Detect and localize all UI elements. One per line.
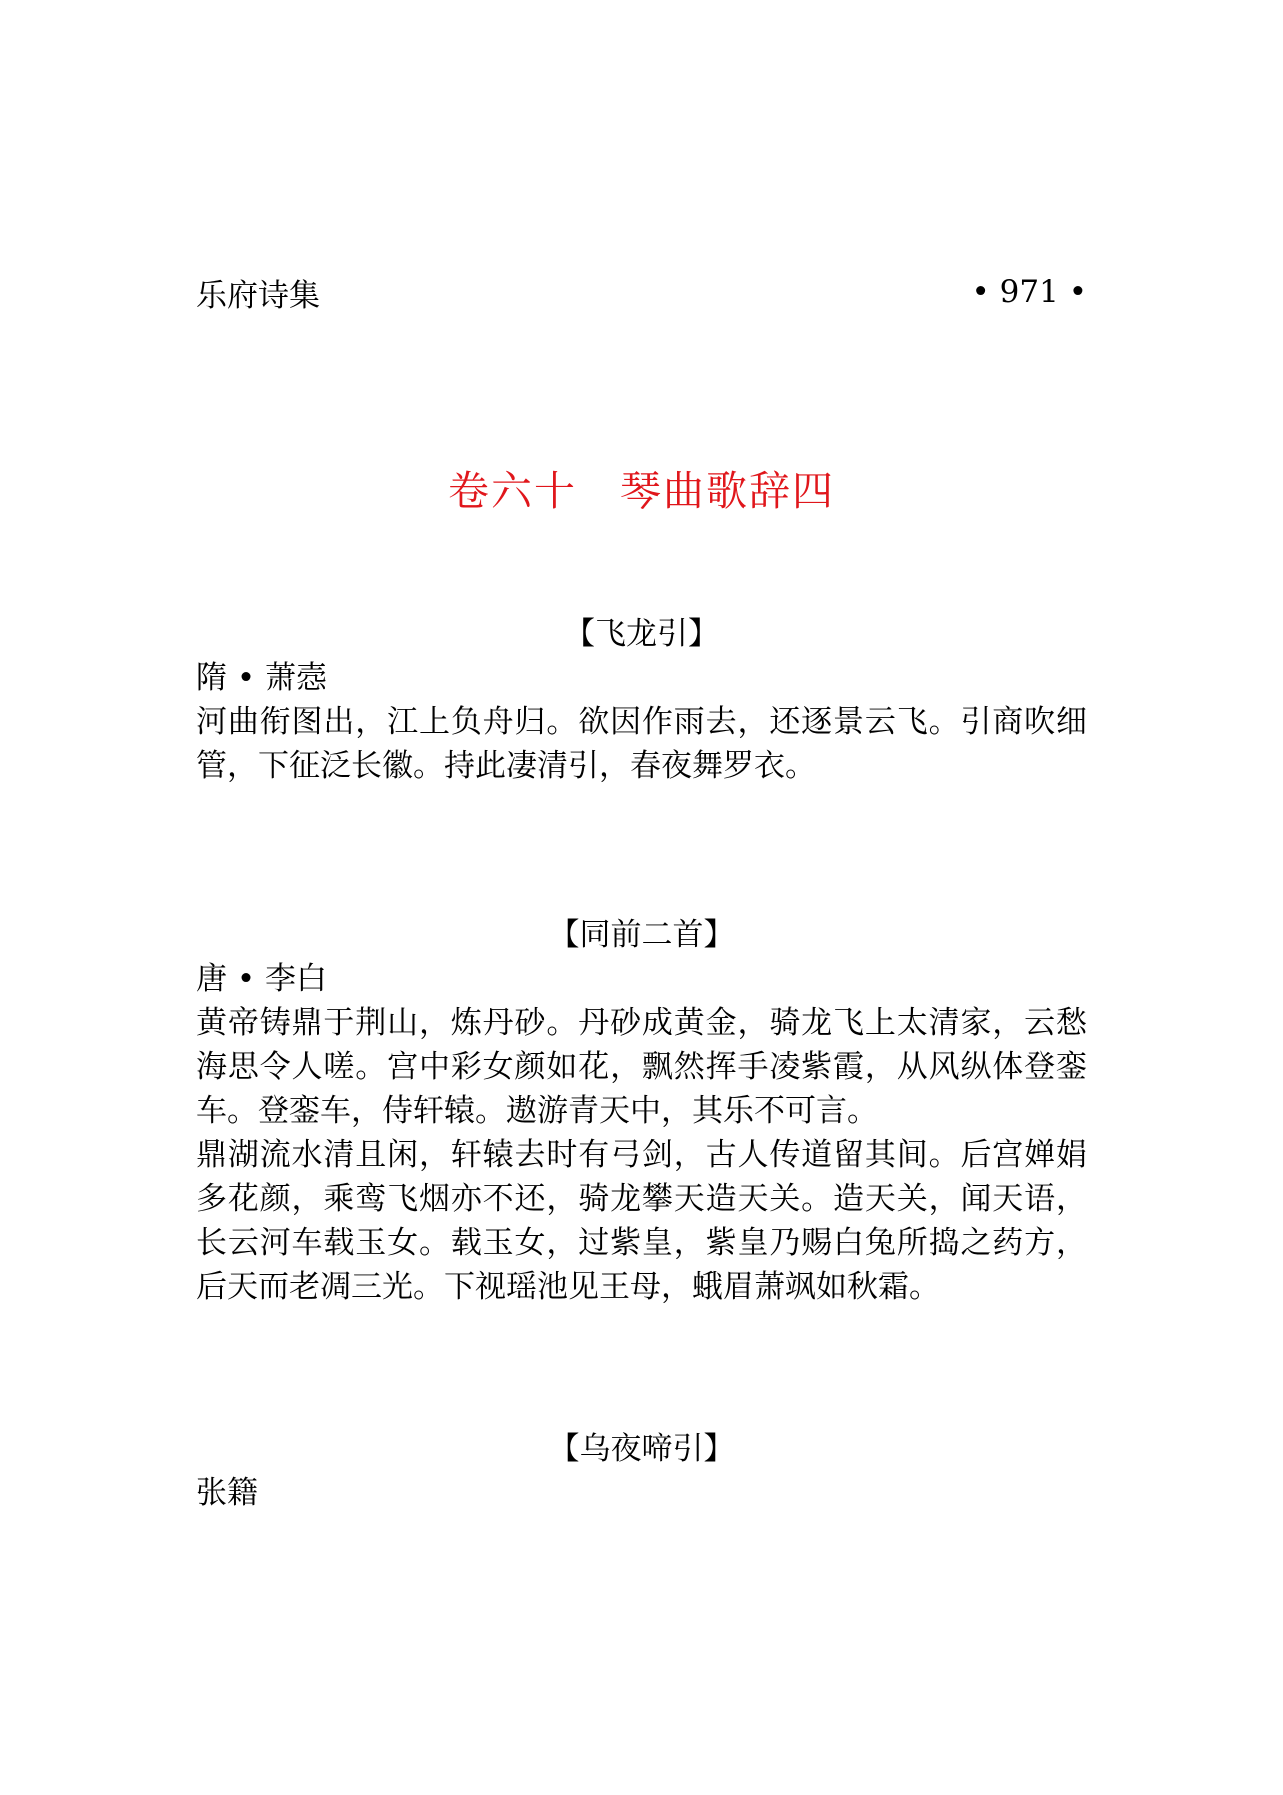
poem-text: 黄帝铸鼎于荆山，炼丹砂。丹砂成黄金，骑龙飞上太清家，云愁海思令人嗟。宫中彩女颜如花，飘然挥手凌紫霞，从风纵体登銮车。登銮车，侍轩辕。遨游青天中，其乐不可言。	[196, 1005, 1087, 1129]
poem-section-tongqian	[196, 913, 1087, 1309]
page-header	[196, 268, 1087, 316]
author-line: 隋 • 萧悫	[196, 660, 327, 696]
poem-section-wuyeti	[196, 1427, 1087, 1515]
section-title: 【同前二首】	[548, 917, 735, 953]
page-number: • 971 •	[971, 274, 1087, 310]
poem-text: 鼎湖流水清且闲，轩辕去时有弓剑，古人传道留其间。后宫婵娟多花颜，乘鸾飞烟亦不还，骑龙攀天造天关。造天关，闻天语，长云河车载玉女。载玉女，过紫皇，紫皇乃赐白兔所捣之药方，后天而老凋三光。下视瑶池见王母，蛾眉萧飒如秋霜。	[196, 1137, 1087, 1305]
poem-text: 河曲衔图出，江上负舟归。欲因作雨去，还逐景云飞。引商吹细管，下征泛长徽。持此凄清引，春夜舞罗衣。	[196, 704, 1087, 784]
book-title: 乐府诗集	[196, 277, 320, 314]
section-title: 【飞龙引】	[564, 616, 719, 652]
section-title: 【乌夜啼引】	[548, 1431, 735, 1467]
author-line: 张籍	[196, 1475, 258, 1511]
poem-section-feilong	[196, 612, 1087, 788]
author-line: 唐 • 李白	[196, 961, 327, 997]
chapter-title: 卷六十 琴曲歌辞四	[448, 467, 835, 515]
